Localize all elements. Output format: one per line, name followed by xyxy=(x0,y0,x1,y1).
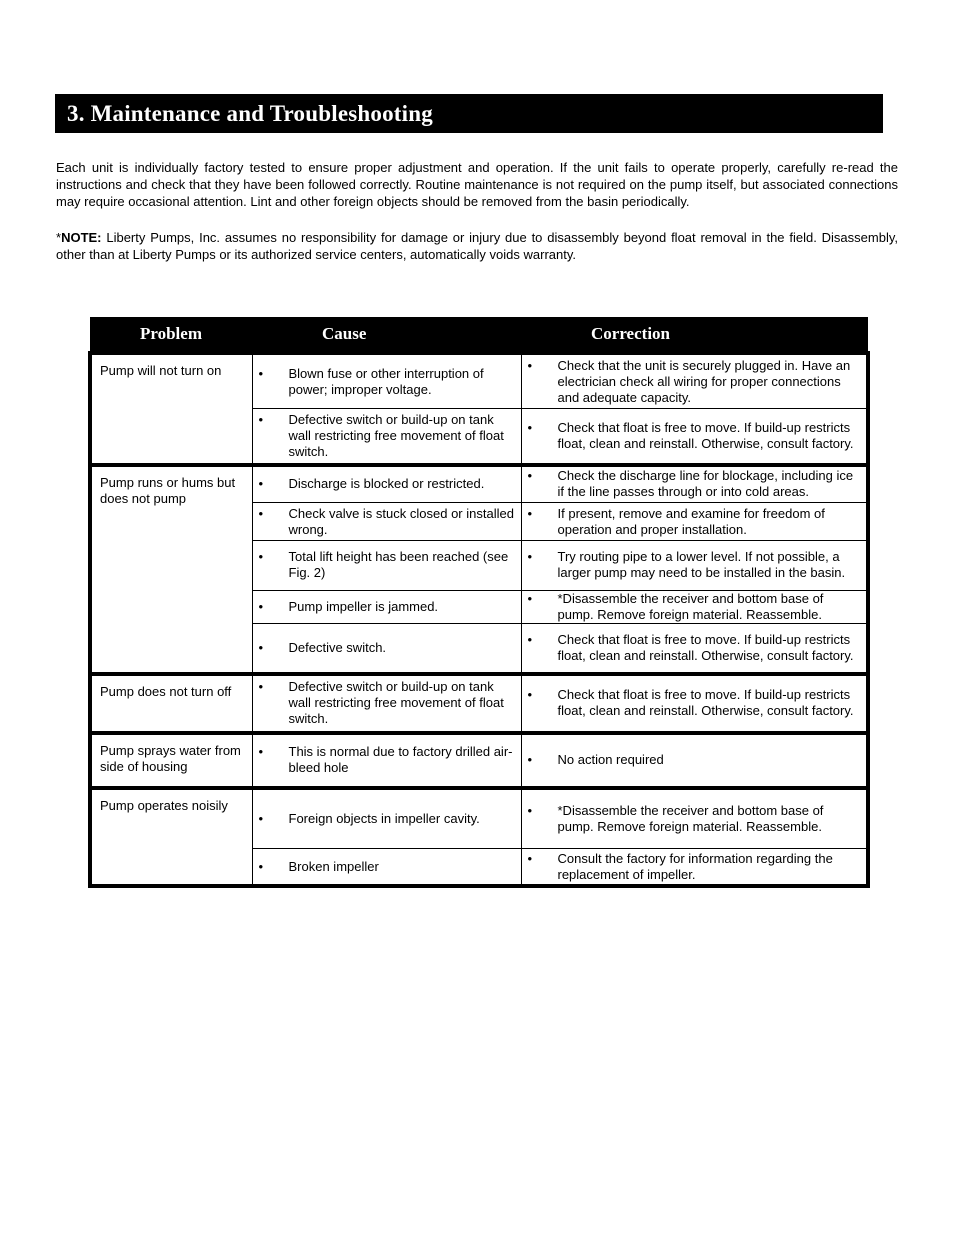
correction-text: Check that the unit is securely plugged in. Have an electrician check all wiring for proper connections and adequate capacity. xyxy=(557,357,851,405)
correction-cell xyxy=(521,465,868,502)
table-row xyxy=(90,733,868,789)
correction-bullet-item xyxy=(522,752,861,768)
bullet-icon: • xyxy=(527,687,533,703)
problem-cell: Pump does not turn off xyxy=(90,674,252,733)
correction-bullet-item xyxy=(522,803,861,835)
correction-text: *Disassemble the receiver and bottom base of pump. Remove foreign material. Reassemble. xyxy=(557,590,824,622)
cause-cell xyxy=(252,590,521,623)
cause-cell xyxy=(252,465,521,502)
cause-text: Total lift height has been reached (see Fig. 2) xyxy=(288,549,509,581)
bullet-icon: • xyxy=(258,598,264,614)
cause-text: Pump impeller is jammed. xyxy=(288,598,439,614)
correction-text: *Disassemble the receiver and bottom base of pump. Remove foreign material. Reassemble. xyxy=(557,803,824,835)
table-row xyxy=(90,674,868,733)
cause-bullet-item xyxy=(253,679,515,727)
cause-cell xyxy=(252,409,521,466)
bullet-icon: • xyxy=(527,505,533,521)
correction-cell xyxy=(521,849,868,886)
problem-cell: Pump will not turn on xyxy=(90,353,252,465)
correction-bullet-item xyxy=(522,591,861,623)
correction-bullet-item xyxy=(522,358,861,406)
cause-bullet-item xyxy=(253,599,515,615)
problem-cell: Pump operates noisily xyxy=(90,788,252,886)
correction-text: Check that float is free to move. If build-up restricts float, clean and reinstall. Otherwise, consult factory. xyxy=(557,687,854,719)
cause-cell xyxy=(252,624,521,674)
bullet-icon: • xyxy=(258,549,264,565)
correction-text: Check that float is free to move. If build-up restricts float, clean and reinstall. Otherwise, consult factory. xyxy=(557,631,854,663)
cause-text: Defective switch. xyxy=(288,639,387,655)
cause-text: Discharge is blocked or restricted. xyxy=(288,476,485,492)
bullet-icon: • xyxy=(258,679,264,695)
bullet-icon: • xyxy=(527,549,533,565)
correction-cell xyxy=(521,409,868,466)
correction-text: Check the discharge line for blockage, including ice if the line passes through or into cold areas. xyxy=(557,468,854,500)
cause-text: This is normal due to factory drilled air-bleed hole xyxy=(288,744,513,776)
correction-cell xyxy=(521,353,868,409)
bullet-icon: • xyxy=(527,420,533,436)
problem-cell: Pump runs or hums but does not pump xyxy=(90,465,252,674)
correction-cell xyxy=(521,502,868,540)
cause-bullet-item xyxy=(253,744,515,776)
correction-bullet-item xyxy=(522,632,861,664)
cause-cell xyxy=(252,788,521,849)
correction-bullet-item xyxy=(522,468,861,500)
bullet-icon: • xyxy=(527,590,533,606)
correction-text: No action required xyxy=(557,752,664,768)
table-row xyxy=(90,788,868,849)
cause-bullet-item xyxy=(253,506,515,538)
bullet-icon: • xyxy=(258,505,264,521)
header-cause: Cause xyxy=(252,317,521,353)
correction-text: Consult the factory for information regarding the replacement of impeller. xyxy=(557,850,833,882)
correction-bullet-item xyxy=(522,549,861,581)
correction-cell xyxy=(521,733,868,789)
note-paragraph xyxy=(56,229,898,263)
note-label: NOTE: xyxy=(61,230,102,245)
cause-cell xyxy=(252,674,521,733)
cause-bullet-item xyxy=(253,640,515,656)
table-body xyxy=(90,353,868,886)
cause-cell xyxy=(252,733,521,789)
bullet-icon: • xyxy=(527,357,533,373)
bullet-icon: • xyxy=(527,752,533,768)
cause-text: Blown fuse or other interruption of power; improper voltage. xyxy=(288,365,484,397)
note-prefix: * xyxy=(56,230,62,245)
correction-cell xyxy=(521,624,868,674)
cause-text: Foreign objects in impeller cavity. xyxy=(288,811,480,827)
correction-text: Check that float is free to move. If build-up restricts float, clean and reinstall. Otherwise, consult factory. xyxy=(557,420,854,452)
correction-cell xyxy=(521,674,868,733)
bullet-icon: • xyxy=(258,412,264,428)
bullet-icon: • xyxy=(258,858,264,874)
cause-cell xyxy=(252,353,521,409)
section-title: 3. Maintenance and Troubleshooting xyxy=(67,101,433,126)
correction-cell xyxy=(521,590,868,623)
cause-bullet-item xyxy=(253,549,515,581)
bullet-icon: • xyxy=(258,365,264,381)
section-title-bar xyxy=(55,94,883,133)
cause-cell xyxy=(252,849,521,886)
bullet-icon: • xyxy=(527,850,533,866)
cause-text: Defective switch or build-up on tank wall restricting free movement of float switch. xyxy=(288,412,504,460)
cause-bullet-item xyxy=(253,366,515,398)
bullet-icon: • xyxy=(258,476,264,492)
correction-text: Try routing pipe to a lower level. If not possible, a larger pump may need to be installed in the basin. xyxy=(557,549,846,581)
cause-text: Defective switch or build-up on tank wall restricting free movement of float switch. xyxy=(288,679,504,727)
note-text: Liberty Pumps, Inc. assumes no responsibility for damage or injury due to disassembly beyond float removal in the field. Disassembly, other than at Liberty Pumps or its authorized service centers, automatically voids warranty. xyxy=(56,230,898,262)
cause-bullet-item xyxy=(253,811,515,827)
cause-cell xyxy=(252,502,521,540)
correction-text: If present, remove and examine for freedom of operation and proper installation. xyxy=(557,505,825,537)
cause-bullet-item xyxy=(253,476,515,492)
intro-paragraph: Each unit is individually factory tested to ensure proper adjustment and operation. If the unit fails to operate properly, carefully re-read the instructions and check that they have been followed correctly. Routine maintenance is not required on the pump itself, but associated connections may require occasional attention. Lint and other foreign objects should be removed from the basin periodically. xyxy=(56,160,898,209)
bullet-icon: • xyxy=(527,803,533,819)
header-problem: Problem xyxy=(90,317,252,353)
cause-bullet-item xyxy=(253,859,515,875)
table-row xyxy=(90,465,868,502)
table-header-row xyxy=(90,317,868,353)
table-row xyxy=(90,353,868,409)
problem-cell: Pump sprays water from side of housing xyxy=(90,733,252,789)
correction-bullet-item xyxy=(522,506,861,538)
cause-text: Check valve is stuck closed or installed wrong. xyxy=(288,505,514,537)
bullet-icon: • xyxy=(527,631,533,647)
cause-bullet-item xyxy=(253,412,515,460)
correction-bullet-item xyxy=(522,851,861,883)
bullet-icon: • xyxy=(258,639,264,655)
header-correction: Correction xyxy=(521,317,868,353)
bullet-icon: • xyxy=(258,744,264,760)
cause-cell xyxy=(252,541,521,590)
correction-cell xyxy=(521,788,868,849)
bullet-icon: • xyxy=(527,468,533,484)
correction-cell xyxy=(521,541,868,590)
bullet-icon: • xyxy=(258,811,264,827)
correction-bullet-item xyxy=(522,420,861,452)
troubleshooting-table xyxy=(88,317,870,888)
correction-bullet-item xyxy=(522,687,861,719)
cause-text: Broken impeller xyxy=(288,858,379,874)
